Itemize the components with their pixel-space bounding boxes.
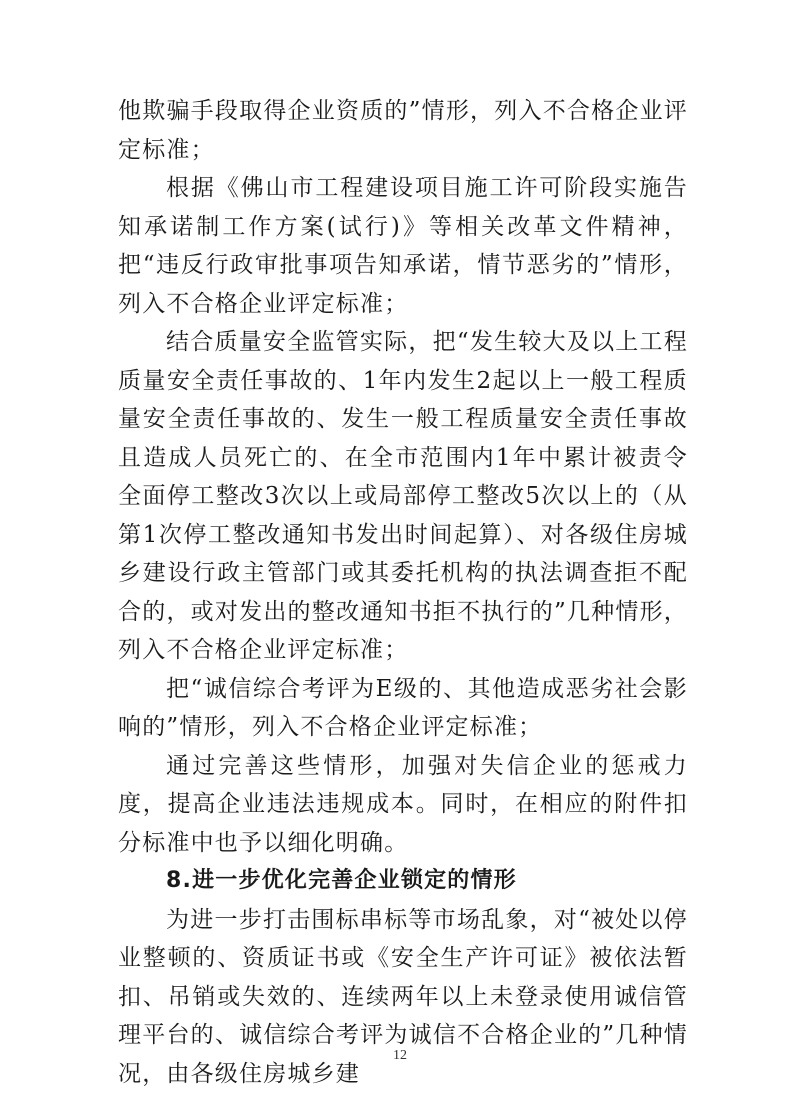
paragraph-credit-evaluation: 把“诚信综合考评为E级的、其他造成恶劣社会影响的”情形，列入不合格企业评定标准； [118,675,688,740]
paragraph-enterprise-lock: 为进一步打击围标串标等市场乱象，对“被处以停业整顿的、资质证书或《安全生产许可证》被依法暂扣、吊销或失效的、连续两年以上未登录使用诚信管理平台的、诚信综合考评为诚信不合格企业的”几种情况，由各级住房城乡建 [118,906,688,1087]
paragraph-continuation: 他欺骗手段取得企业资质的”情形，列入不合格企业评定标准； [118,98,688,163]
page-number: 12 [393,1048,407,1063]
document-body [118,92,688,1093]
paragraph-quality-safety: 结合质量安全监管实际，把“发生较大及以上工程质量安全责任事故的、1年内发生2起以上一般工程质量安全责任事故的、发生一般工程质量安全责任事故且造成人员死亡的、在全市范围内1年中累计被责令全面停工整改3次以上或局部停工整改5次以上的（从第1次停工整改通知书发出时间起算）、对各级住房城乡建设行政主管部门或其委托机构的执法调查拒不配合的，或对发出的整改通知书拒不执行的”几种情形，列入不合格企业评定标准； [118,329,688,663]
section-heading: 8.进一步优化完善企业锁定的情形 [166,868,517,893]
paragraph-reform-basis: 根据《佛山市工程建设项目施工许可阶段实施告知承诺制工作方案(试行)》等相关改革文件精神，把“违反行政审批事项告知承诺，情节恶劣的”情形，列入不合格企业评定标准； [118,175,688,317]
paragraph-penalty-strength: 通过完善这些情形，加强对失信企业的惩戒力度，提高企业违法违规成本。同时，在相应的附件扣分标准中也予以细化明确。 [118,752,688,856]
